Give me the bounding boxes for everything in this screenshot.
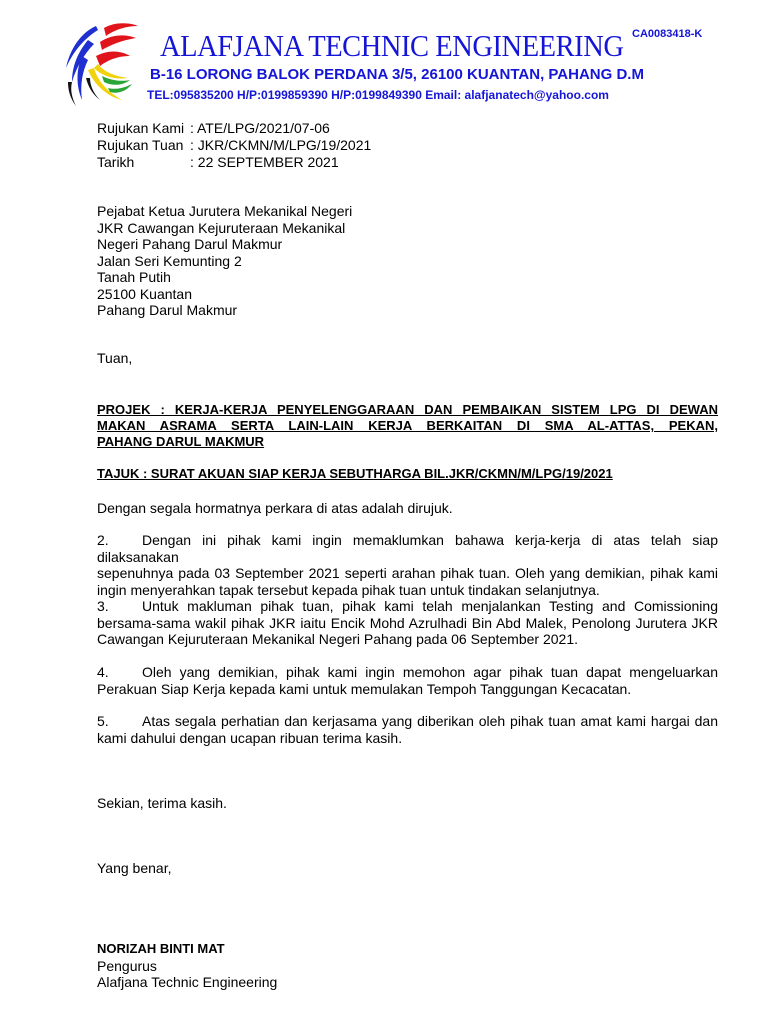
registration-number: CA0083418-K bbox=[632, 28, 703, 40]
recipient-line: 25100 Kuantan bbox=[97, 285, 192, 302]
recipient-line: Pejabat Ketua Jurutera Mekanikal Negeri bbox=[97, 203, 353, 219]
project-line: MAKAN ASRAMA SERTA LAIN-LAIN KERJA BERKAITAN DI SMA AL-ATTAS, PEKAN, bbox=[97, 418, 718, 433]
paragraph-number: 4. bbox=[97, 664, 109, 680]
reference-date bbox=[97, 154, 339, 170]
closing-thanks: Sekian, terima kasih. bbox=[97, 795, 227, 811]
reference-label: Rujukan Tuan bbox=[97, 137, 184, 153]
reference-value: : ATE/LPG/2021/07-06 bbox=[190, 120, 330, 136]
paragraph-number: 2. bbox=[97, 532, 109, 548]
paragraph-number: 3. bbox=[97, 598, 109, 614]
paragraph-line: Perakuan Siap Kerja kepada kami untuk memulakan Tempoh Tanggungan Kecacatan. bbox=[97, 680, 632, 697]
company-address: B-16 LORONG BALOK PERDANA 3/5, 26100 KUANTAN, PAHANG D.M bbox=[150, 66, 644, 83]
reference-label: Rujukan Kami bbox=[97, 120, 185, 136]
project-line: PROJEK : KERJA-KERJA PENYELENGGARAAN DAN PEMBAIKAN SISTEM LPG DI DEWAN bbox=[97, 402, 718, 417]
project-line: PAHANG DARUL MAKMUR bbox=[97, 434, 265, 449]
paragraph-line: 3. Untuk makluman pihak tuan, pihak kami telah menjalankan Testing and Comissioning bbox=[97, 598, 718, 614]
paragraph-line: ingin menyerahkan tapak tersebut kepada pihak tuan untuk tindakan selanjutnya. bbox=[97, 581, 600, 598]
paragraph-number: 5. bbox=[97, 713, 109, 729]
paragraph-2 bbox=[97, 532, 718, 598]
intro-paragraph: Dengan segala hormatnya perkara di atas adalah dirujuk. bbox=[97, 500, 453, 516]
company-name: ALAFJANA TECHNIC ENGINEERING bbox=[160, 28, 624, 63]
paragraph-line: kami dahului dengan ucapan ribuan terima kasih. bbox=[97, 729, 403, 746]
reference-ours bbox=[97, 120, 330, 136]
project-subject bbox=[97, 402, 718, 450]
recipient-line: Negeri Pahang Darul Makmur bbox=[97, 236, 283, 252]
paragraph-line: sepenuhnya pada 03 September 2021 seperti arahan pihak tuan. Oleh yang demikian, pihak kami bbox=[97, 565, 718, 581]
letter-title: TAJUK : SURAT AKUAN SIAP KERJA SEBUTHARGA BIL.JKR/CKMN/M/LPG/19/2021 bbox=[97, 466, 613, 481]
recipient-line: JKR Cawangan Kejuruteraan Mekanikal bbox=[97, 219, 346, 236]
recipient-line: Pahang Darul Makmur bbox=[97, 302, 238, 318]
salutation: Tuan, bbox=[97, 350, 133, 366]
paragraph-line: 2. Dengan ini pihak kami ingin memaklumkan bahawa kerja-kerja di atas telah siap dilaksanakan bbox=[97, 532, 718, 565]
reference-label: Tarikh bbox=[97, 154, 135, 170]
recipient-line: Jalan Seri Kemunting 2 bbox=[97, 252, 242, 269]
recipient-address bbox=[97, 203, 352, 319]
signature-block bbox=[97, 941, 277, 991]
paragraph-line: bersama-sama wakil pihak JKR iaitu Encik Mohd Azrulhadi Bin Abd Malek, Penolong Jurutera JKR bbox=[97, 614, 718, 631]
signatory-company: Alafjana Technic Engineering bbox=[97, 974, 278, 990]
company-logo-icon bbox=[58, 16, 148, 112]
paragraph-line: 4. Oleh yang demikian, pihak kami ingin memohon agar pihak tuan dapat mengeluarkan bbox=[97, 664, 718, 680]
reference-yours bbox=[97, 137, 371, 153]
paragraph-3 bbox=[97, 598, 718, 648]
paragraph-line: 5. Atas segala perhatian dan kerjasama yang diberikan oleh pihak tuan amat kami hargai dan bbox=[97, 713, 718, 729]
signatory-title: Pengurus bbox=[97, 957, 157, 974]
paragraph-line: Cawangan Kejuruteraan Mekanikal Negeri Pahang pada 06 September 2021. bbox=[97, 631, 578, 647]
reference-value: : 22 SEPTEMBER 2021 bbox=[190, 154, 339, 170]
company-contact: TEL:095835200 H/P:0199859390 H/P:0199849390 Email: alafjanatech@yahoo.com bbox=[147, 88, 609, 102]
recipient-line: Tanah Putih bbox=[97, 269, 171, 285]
reference-value: : JKR/CKMN/M/LPG/19/2021 bbox=[190, 137, 372, 153]
closing-regards: Yang benar, bbox=[97, 860, 172, 876]
paragraph-5 bbox=[97, 713, 718, 746]
signatory-name: NORIZAH BINTI MAT bbox=[97, 941, 225, 956]
paragraph-4 bbox=[97, 664, 718, 697]
